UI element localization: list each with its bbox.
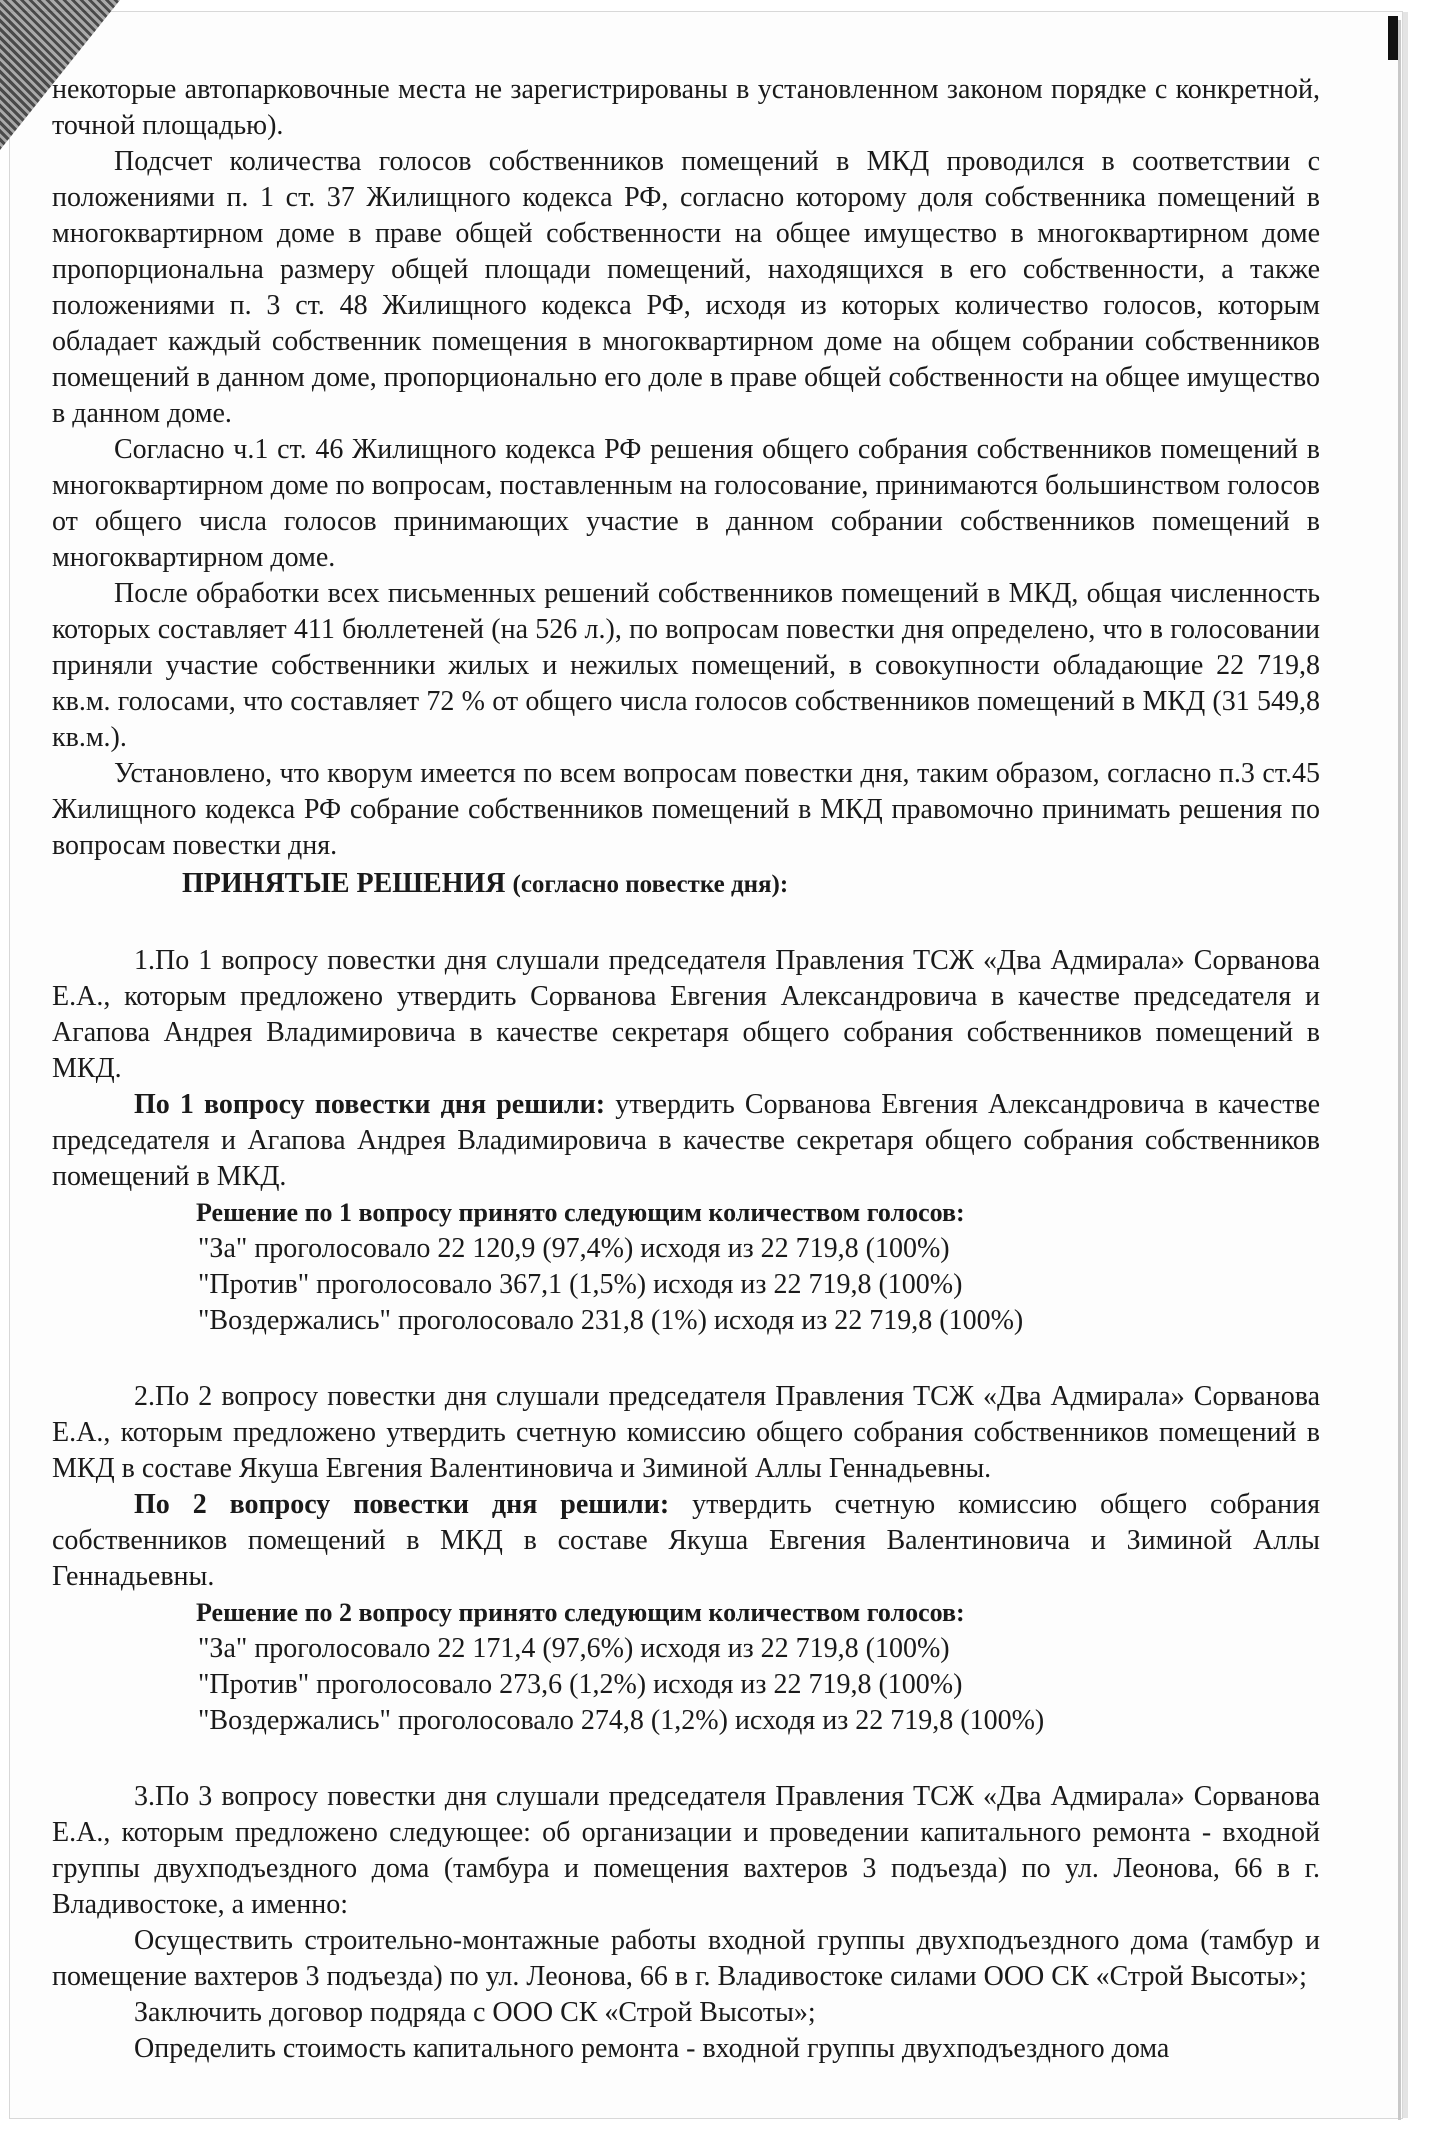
q2-votes — [198, 1595, 1320, 1739]
q1-vote-for: "За" проголосовало 22 120,9 (97,4%) исходя из 22 719,8 (100%) — [198, 1233, 950, 1264]
sheet-edge — [1398, 20, 1401, 2120]
q2-vote-against: "Против" проголосовало 273,6 (1,2%) исходя из 22 719,8 (100%) — [198, 1669, 963, 1700]
paragraph-quorum: Установлено, что кворум имеется по всем вопросам повестки дня, таким образом, согласно п.3 ст.45 Жилищного кодекса РФ собрание собственников помещений в МКД правомочно принимать решения по вопросам повестки дня. — [52, 758, 1320, 861]
q3-item-2: Заключить договор подряда с ООО СК «Строй Высоты»; — [134, 1997, 816, 2028]
q2-vote-abstain: "Воздержались" проголосовало 274,8 (1,2%) исходя из 22 719,8 (100%) — [198, 1705, 1045, 1736]
scan-corner-mark — [1388, 16, 1398, 60]
q2-decision-text: утвердить счетную комиссию общего собрания собственников помещений в МКД в составе Якуша Евгения Валентиновича и Зиминой Аллы Геннадьевны. — [52, 1489, 1320, 1592]
q3-intro: 3.По 3 вопросу повестки дня слушали председателя Правления ТСЖ «Два Адмирала» Сорванова Е.А., которым предложено следующее: об организации и проведении капитального ремонта - входной группы двухподъездного дома (тамбура и помещения вахтеров 3 подъезда) по ул. Леонова, 66 в г. Владивостоке, а именно: — [52, 1781, 1320, 1920]
q2-decision-label: По 2 вопросу повестки дня решили: — [134, 1489, 670, 1520]
q2-votes-heading: Решение по 2 вопросу принято следующим количеством голосов: — [196, 1598, 965, 1627]
q1-votes — [198, 1195, 1320, 1339]
q1-vote-against: "Против" проголосовало 367,1 (1,5%) исходя из 22 719,8 (100%) — [198, 1269, 963, 1300]
q1-votes-heading: Решение по 1 вопросу принято следующим количеством голосов: — [196, 1198, 965, 1227]
section-heading — [182, 866, 1320, 903]
q1-decision — [52, 1087, 1320, 1195]
q1-vote-abstain: "Воздержались" проголосовало 231,8 (1%) исходя из 22 719,8 (100%) — [198, 1305, 1024, 1336]
paragraph-majority-rule: Согласно ч.1 ст. 46 Жилищного кодекса РФ решения общего собрания собственников помещений в многоквартирном доме по вопросам, поставленным на голосование, принимаются большинством голосов от общего числа голосов принимающих участие в данном собрании собственников помещений в многоквартирном доме. — [52, 434, 1320, 573]
q2-decision — [52, 1487, 1320, 1595]
document-body — [52, 72, 1320, 2067]
paragraph-continuation: некоторые автопарковочные места не зарегистрированы в установленном законом порядке с конкретной, точной площадью). — [52, 74, 1320, 141]
q1-decision-text: утвердить Сорванова Евгения Александровича в качестве председателя и Агапова Андрея Владимировича в качестве секретаря общего собрания собственников помещений в МКД. — [52, 1089, 1320, 1192]
section-heading-sub: (согласно повестке дня): — [512, 871, 789, 898]
q2-intro: 2.По 2 вопросу повестки дня слушали председателя Правления ТСЖ «Два Адмирала» Сорванова Е.А., которым предложено утвердить счетную комиссию общего собрания собственников помещений в МКД в составе Якуша Евгения Валентиновича и Зиминой Аллы Геннадьевны. — [52, 1381, 1320, 1484]
q2-vote-for: "За" проголосовало 22 171,4 (97,6%) исходя из 22 719,8 (100%) — [198, 1633, 950, 1664]
q1-decision-label: По 1 вопросу повестки дня решили: — [134, 1089, 606, 1120]
q3-item-1: Осуществить строительно-монтажные работы входной группы двухподъездного дома (тамбур и помещение вахтеров 3 подъезда) по ул. Леонова, 66 в г. Владивостоке силами ООО СК «Строй Высоты»; — [52, 1925, 1320, 1992]
paragraph-ballot-results: После обработки всех письменных решений собственников помещений в МКД, общая численность которых составляет 411 бюллетеней (на 526 л.), по вопросам повестки дня определено, что в голосовании приняли участие собственники жилых и нежилых помещений, в совокупности обладающие 22 719,8 кв.м. голосами, что составляет 72 % от общего числа голосов собственников помещений в МКД (31 549,8 кв.м.). — [52, 578, 1320, 753]
q3-item-3: Определить стоимость капитального ремонта - входной группы двухподъездного дома — [134, 2033, 1170, 2064]
paragraph-vote-counting: Подсчет количества голосов собственников помещений в МКД проводился в соответствии с положениями п. 1 ст. 37 Жилищного кодекса РФ, согласно которому доля собственника помещений в многоквартирном доме в праве общей собственности на общее имущество в многоквартирном доме пропорциональна размеру общей площади помещений, находящихся в его собственности, а также положениями п. 3 ст. 48 Жилищного кодекса РФ, исходя из которых количество голосов, которым обладает каждый собственник помещения в многоквартирном доме на общем собрании собственников помещений в данном доме, пропорционально его доле в праве общей собственности на общее имущество в данном доме. — [52, 146, 1320, 429]
section-heading-main: ПРИНЯТЫЕ РЕШЕНИЯ — [182, 868, 506, 899]
q1-intro: 1.По 1 вопросу повестки дня слушали председателя Правления ТСЖ «Два Адмирала» Сорванова Е.А., которым предложено утвердить Сорванова Евгения Александровича в качестве председателя и Агапова Андрея Владимировича в качестве секретаря общего собрания собственников помещений в МКД. — [52, 945, 1320, 1084]
